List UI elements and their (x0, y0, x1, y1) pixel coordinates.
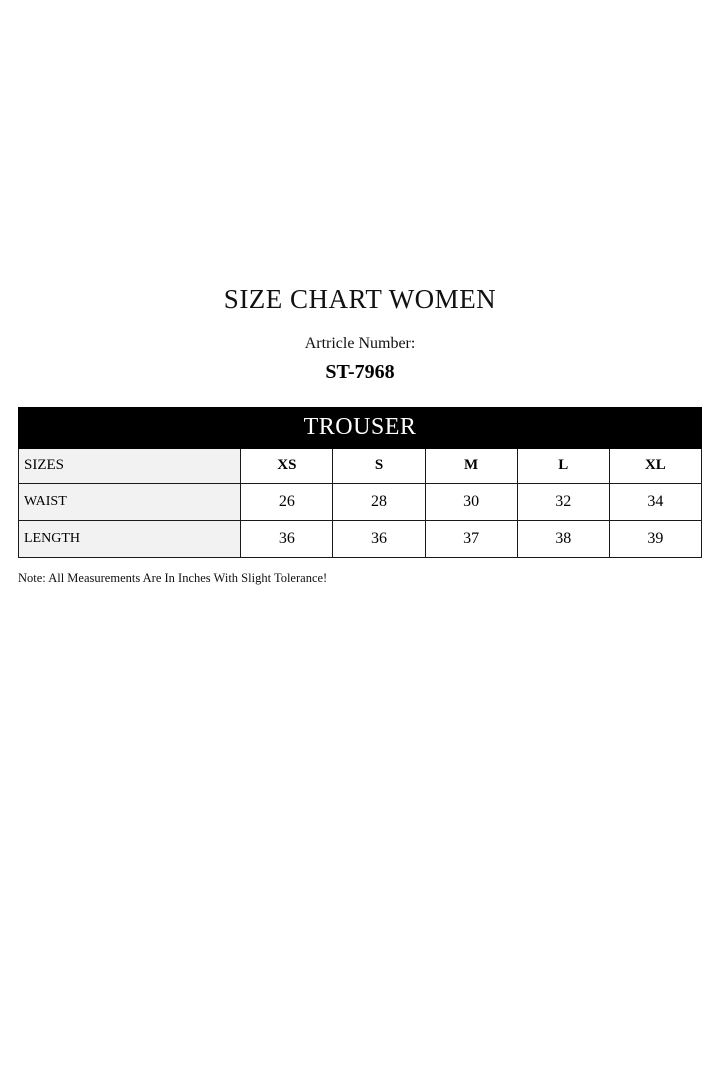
header-cell-sizes: SIZES (19, 448, 241, 483)
header-cell-xl: XL (609, 448, 701, 483)
header-cell-l: L (517, 448, 609, 483)
cell-length-xl: 39 (609, 520, 701, 557)
cell-waist-xs: 26 (241, 483, 333, 520)
cell-length-m: 37 (425, 520, 517, 557)
table-banner: TROUSER (19, 407, 702, 448)
cell-waist-s: 28 (333, 483, 425, 520)
cell-length-xs: 36 (241, 520, 333, 557)
cell-length-l: 38 (517, 520, 609, 557)
article-number-label: Artricle Number: (304, 334, 416, 352)
measurement-note: Note: All Measurements Are In Inches With Slight Tolerance! (18, 570, 328, 585)
table-row (19, 483, 702, 520)
cell-waist-xl: 34 (609, 483, 701, 520)
header-cell-m: M (425, 448, 517, 483)
table-header-row (19, 448, 702, 483)
size-table (18, 407, 702, 558)
cell-length-s: 36 (333, 520, 425, 557)
header-cell-s: S (333, 448, 425, 483)
chart-content (18, 285, 702, 586)
table-banner-row (19, 407, 702, 448)
cell-waist-l: 32 (517, 483, 609, 520)
cell-waist-m: 30 (425, 483, 517, 520)
row-label-length: LENGTH (19, 520, 241, 557)
table-row (19, 520, 702, 557)
page-title: SIZE CHART WOMEN (223, 284, 497, 314)
row-label-waist: WAIST (19, 483, 241, 520)
header-cell-xs: XS (241, 448, 333, 483)
article-number-value: ST-7968 (325, 360, 395, 383)
